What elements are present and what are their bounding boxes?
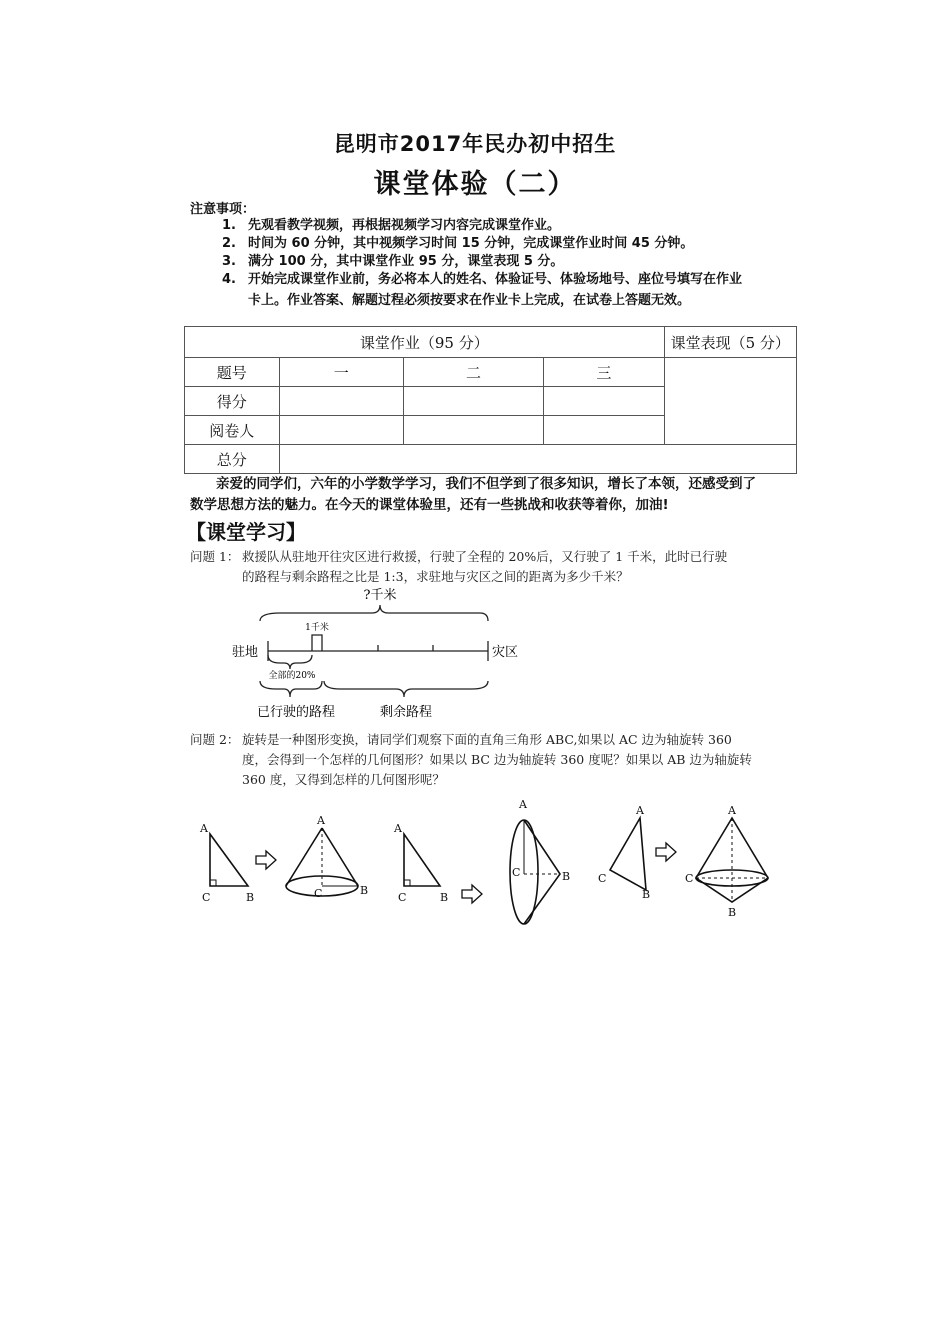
score-cell [279,387,403,416]
triangle-2 [404,834,440,886]
notice-text: 满分 100 分，其中课堂作业 95 分，课堂表现 5 分。 [248,254,564,269]
score-cell [403,387,543,416]
point-a: A [200,822,208,835]
notice-item-4-continued: 卡上。作业答案、解题过程必须按要求在作业卡上完成，在试卷上答题无效。 [248,293,691,308]
notice-text: 时间为 60 分钟，其中视频学习时间 15 分钟，完成课堂作业时间 45 分钟。 [248,236,694,251]
total-brace [260,605,488,621]
rotation-figures [190,790,790,935]
question-number-1: 一 [279,358,403,387]
point-a: A [394,822,402,835]
notice-num: 3. [222,254,236,269]
notice-item-1 [222,217,560,235]
point-a: A [728,804,736,817]
problem-2-label: 问题 2： [190,732,240,747]
point-a: A [317,814,325,827]
row-label-question: 题号 [185,358,280,387]
question-number-3: 三 [544,358,664,387]
point-b: B [360,884,369,897]
traveled-brace [260,681,322,697]
point-c: C [685,872,694,885]
point-a: A [636,804,644,817]
row-label-grader: 阅卷人 [185,416,280,445]
row-label-score: 得分 [185,387,280,416]
intro-line-2: 数学思想方法的魅力。在今天的课堂体验里，还有一些挑战和收获等着你，加油! [190,497,669,513]
right-angle-mark [210,880,216,886]
score-table [184,326,797,474]
percent-brace [268,655,312,669]
intro-line-1: 亲爱的同学们，六年的小学数学学习，我们不但学到了很多知识，增长了本领，还感受到了 [216,476,756,492]
performance-score-cell [664,358,796,445]
problem-1-line-1: 救援队从驻地开往灾区进行救援，行驶了全程的 20%后，又行驶了 1 千米，此时已行驶 [242,549,728,564]
score-cell [544,387,664,416]
point-c: C [598,872,607,885]
percent-label: 全部的20% [268,671,316,681]
intro-paragraph [190,474,790,516]
grader-cell [544,416,664,445]
arrow-right-icon [656,843,676,861]
notice-num: 4. [222,272,236,287]
notice-item-3 [222,253,563,271]
row-label-total: 总分 [185,445,280,474]
total-label: ?千米 [363,588,397,603]
problem-2-text [190,730,782,790]
problem-1-label: 问题 1： [190,549,240,564]
distance-diagram [220,585,540,725]
notice-item-4 [222,271,742,289]
arrow-right-icon [256,851,276,869]
notice-item-2 [222,235,693,253]
grader-cell [279,416,403,445]
one-km-label: 1千米 [305,623,329,633]
notice-num: 1. [222,218,236,233]
end-label: 灾区 [492,645,519,660]
exam-subtitle: 课堂体验（二） [373,169,577,200]
notice-num: 2. [222,236,236,251]
problem-2-line-1: 旋转是一种图形变换，请同学们观察下面的直角三角形 ABC,如果以 AC 边为轴旋转 360 [242,732,732,747]
problem-1-line-2: 的路程与剩余路程之比是 1:3，求驻地与灾区之间的距离为多少千米？ [242,569,629,584]
point-c: C [512,866,521,879]
point-b: B [642,888,651,901]
notice-text: 先观看教学视频，再根据视频学习内容完成课堂作业。 [248,218,561,233]
problem-1-text [190,547,782,587]
one-km-box [312,635,322,651]
question-number-2: 二 [403,358,543,387]
notice-text: 开始完成课堂作业前，务必将本人的姓名、体验证号、体验场地号、座位号填写在作业 [248,272,743,287]
point-b: B [246,891,255,904]
point-b: B [440,891,449,904]
point-b: B [562,870,571,883]
problem-2-line-2: 度，会得到一个怎样的几何图形？如果以 BC 边为轴旋转 360 度呢？如果以 AB 边为轴旋转 [242,752,752,767]
total-cell [279,445,796,474]
remaining-label: 剩余路程 [379,705,433,720]
point-a: A [519,798,527,811]
grader-cell [403,416,543,445]
homework-header: 课堂作业（95 分） [185,327,665,358]
start-label: 驻地 [232,645,259,660]
exam-title: 昆明市2017年民办初中招生 [333,132,617,156]
triangle-3 [610,818,646,890]
problem-2-line-3: 360 度，又得到怎样的几何图形呢？ [242,772,445,787]
remaining-brace [324,681,488,697]
traveled-label: 已行驶的路程 [256,705,336,720]
cone-2-slant [524,820,560,924]
point-b: B [728,906,737,919]
point-c: C [314,887,323,900]
right-angle-mark [404,880,410,886]
arrow-right-icon [462,885,482,903]
triangle-1 [210,834,248,886]
performance-header: 课堂表现（5 分） [664,327,796,358]
point-c: C [398,891,407,904]
point-c: C [202,891,211,904]
notice-heading: 注意事项： [190,202,256,217]
section-title: 【课堂学习】 [186,520,306,544]
